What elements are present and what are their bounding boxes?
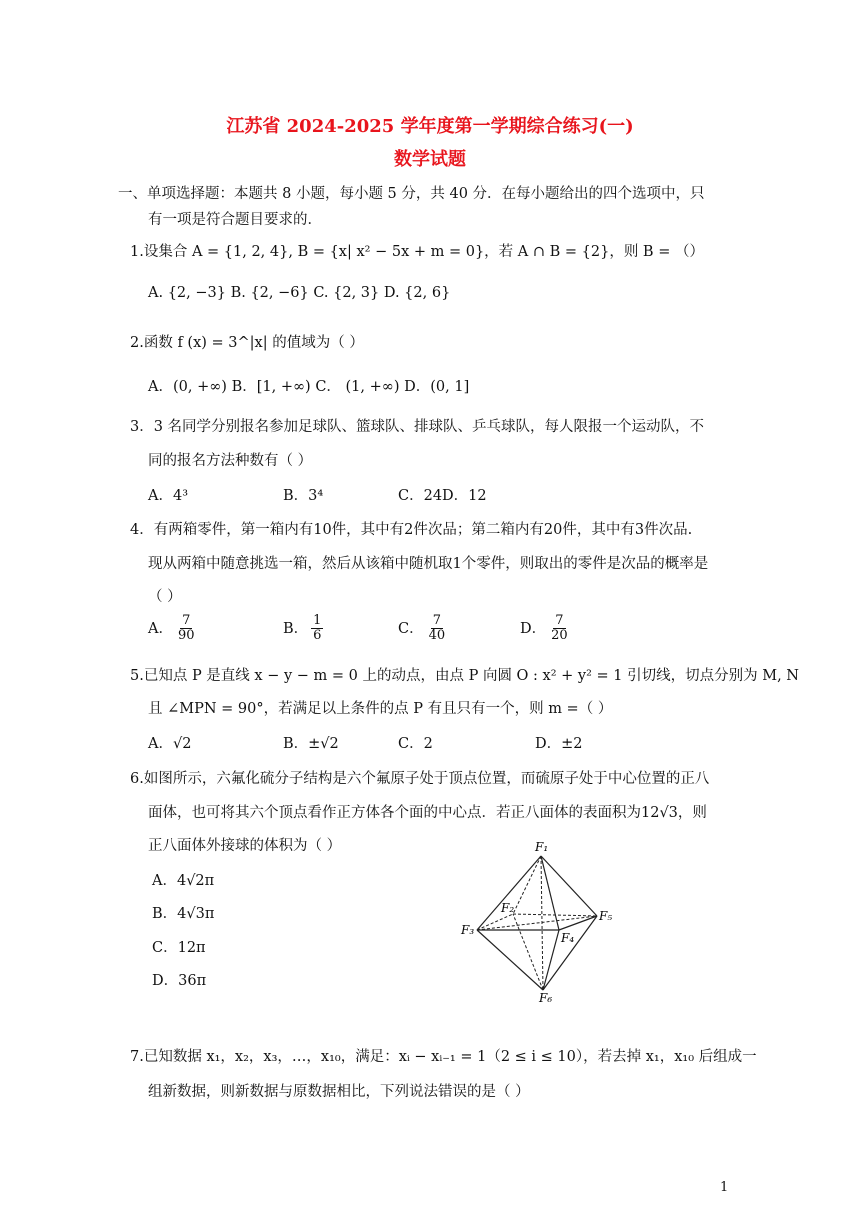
fraction-denominator: 90: [177, 628, 195, 644]
q3-option-b: B．3⁴: [283, 488, 324, 504]
q6-option-c: C．12π: [152, 940, 206, 956]
q4-option-c: [398, 614, 450, 644]
q4-stem-line2: 现从两箱中随意挑选一箱，然后从该箱中随机取1个零件，则取出的零件是次品的概率是: [148, 556, 709, 572]
fraction-denominator: 40: [428, 628, 446, 644]
exam-subtitle: 数学试题: [394, 149, 466, 170]
q5-option-b: B．±√2: [283, 736, 339, 752]
edge-f1-f5: [541, 856, 597, 916]
q5-stem-line2: 且 ∠MPN = 90°，若满足以上条件的点 P 有且只有一个，则 m =（ ）: [148, 701, 613, 717]
vertex-label-f3: F₃: [461, 923, 475, 937]
edge-f6-f4: [543, 930, 559, 990]
q3-stem-line1: 3．3 名同学分别报名参加足球队、篮球队、排球队、乒乓球队，每人限报一个运动队，不: [130, 419, 705, 435]
edge-f6-f5: [543, 916, 597, 990]
fraction-numerator: 1: [313, 613, 322, 628]
fraction-numerator: 7: [432, 613, 442, 628]
vertex-label-f6: F₆: [539, 991, 553, 1005]
exam-title: 江苏省 2024-2025 学年度第一学期综合练习(一): [226, 116, 634, 137]
q5-option-a: A．√2: [148, 736, 192, 752]
vertex-label-f1: F₁: [535, 840, 549, 854]
q2-stem: 2.函数 f (x) = 3^|x| 的值域为（ ）: [130, 335, 364, 351]
fraction-denominator: 6: [313, 628, 322, 644]
q4-stem-line3: （ ）: [148, 589, 182, 605]
fraction-numerator: 7: [182, 613, 191, 628]
q4-stem-line1: 4．有两箱零件，第一箱内有10件，其中有2件次品；第二箱内有20件，其中有3件次品.: [130, 522, 693, 538]
q4-option-a-fraction: [176, 614, 197, 644]
edge-f1-f3: [477, 856, 541, 930]
edge-f6-f3: [477, 930, 543, 990]
q3-option-a: A．4³: [148, 488, 189, 504]
q6-option-a: A．4√2π: [152, 873, 215, 889]
q4-option-d-fraction: [549, 614, 570, 644]
hidden-axis-f1-f6: [541, 856, 543, 990]
q4-option-b-fraction: [311, 614, 323, 644]
q7-stem-line1: 7.已知数据 x₁，x₂，x₃，…，x₁₀，满足：xᵢ − xᵢ₋₁ = 1（2 ≤ i ≤ 10），若去掉 x₁，x₁₀ 后组成一: [130, 1049, 757, 1065]
hidden-edge-f3-f2: [477, 914, 513, 930]
q4-option-c-label: C．: [398, 620, 424, 637]
q2-options: A．(0, +∞) B．[1, +∞) C． (1, +∞) D．(0, 1]: [148, 379, 470, 395]
q5-option-c: C．2: [398, 736, 433, 752]
section-instruction-line1: 一、单项选择题：本题共 8 小题，每小题 5 分，共 40 分．在每小题给出的四个选项中，只: [118, 186, 705, 202]
section-instruction-line2: 有一项是符合题目要求的．: [148, 212, 322, 228]
q4-option-b: [283, 614, 326, 644]
q6-option-d: D．36π: [152, 973, 207, 989]
q5-stem-line1: 5.已知点 P 是直线 x − y − m = 0 上的动点，由点 P 向圆 O : x² + y² = 1 引切线，切点分别为 M, N: [130, 668, 799, 684]
vertex-label-f5: F₅: [599, 909, 613, 923]
q3-stem-line2: 同的报名方法种数有（ ）: [148, 453, 313, 469]
vertex-label-f2: F₂: [501, 901, 515, 915]
fraction-denominator: 20: [551, 628, 568, 644]
q6-option-b: B．4√3π: [152, 906, 215, 922]
q6-stem-line1: 6.如图所示，六氟化硫分子结构是六个氟原子处于顶点位置，而硫原子处于中心位置的正八: [130, 771, 710, 787]
hidden-edge-f1-f2: [513, 856, 541, 914]
fraction-numerator: 7: [555, 613, 564, 628]
vertex-label-f4: F₄: [561, 931, 575, 945]
q4-option-d-label: D．: [520, 620, 547, 637]
octahedron-diagram: [455, 836, 625, 1006]
q6-stem-line2: 面体，也可将其六个顶点看作正方体各个面的中心点．若正八面体的表面积为12√3，则: [148, 805, 707, 821]
q4-option-d: [520, 614, 573, 644]
q4-option-a: [148, 614, 200, 644]
q1-options: A. {2, −3} B. {2, −6} C. {2, 3} D. {2, 6}: [148, 285, 451, 301]
q5-option-d: D．±2: [535, 736, 583, 752]
q1-stem: 1.设集合 A = {1, 2, 4}, B = {x| x² − 5x + m = 0}，若 A ∩ B = {2}，则 B = （）: [130, 244, 704, 260]
q4-option-c-fraction: [427, 614, 448, 644]
edge-f1-f4: [541, 856, 559, 930]
q4-option-b-label: B．: [283, 620, 309, 637]
q6-stem-line3: 正八面体外接球的体积为（ ）: [148, 838, 342, 854]
q4-option-a-label: A．: [148, 620, 173, 637]
q7-stem-line2: 组新数据，则新数据与原数据相比，下列说法错误的是（ ）: [148, 1084, 530, 1100]
page-number: 1: [720, 1180, 729, 1195]
q3-option-cd: C．24D．12: [398, 488, 487, 504]
